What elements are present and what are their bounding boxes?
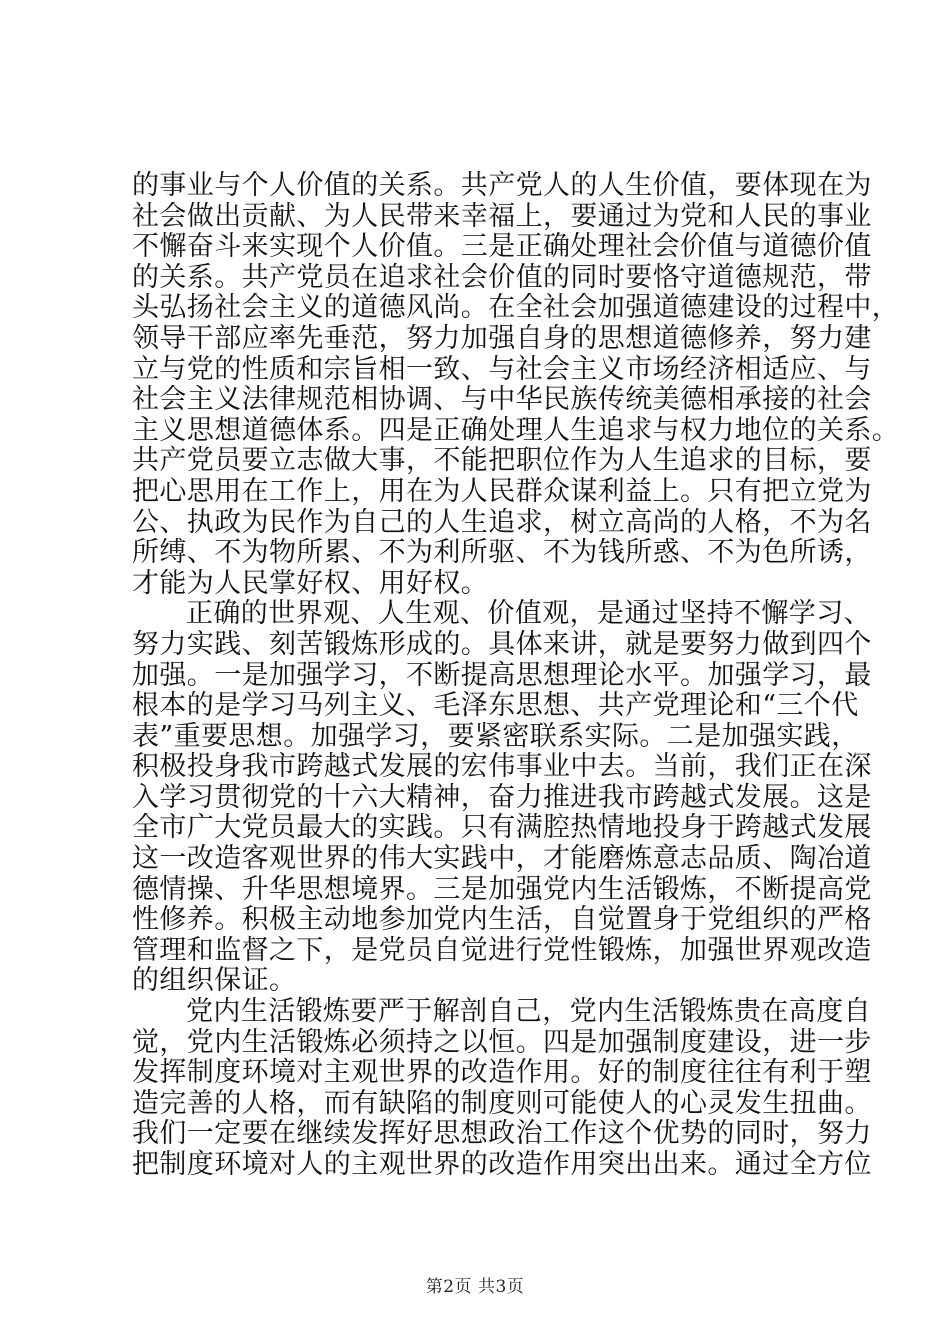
text-line: 觉，党内生活锻炼必须持之以恒。四是加强制度建设，进一步 (132, 1026, 872, 1058)
text-line: 把心思用在工作上，用在为人民群众谋利益上。只有把立党为 (132, 475, 872, 507)
text-line: 根本的是学习马列主义、毛泽东思想、共产党理论和“三个代 (132, 690, 859, 722)
body-text (132, 170, 900, 1181)
text-line: 共产党员要立志做大事，不能把职位作为人生追求的目标，要 (132, 445, 872, 477)
text-line: 社会主义法律规范相协调、与中华民族传统美德相承接的社会 (132, 384, 872, 416)
text-line: 所缚、不为物所累、不为利所驱、不为钱所惑、不为色所诱， (132, 537, 872, 569)
text-line: 管理和监督之下，是党员自觉进行党性锻炼，加强世界观改造 (132, 934, 872, 966)
text-line: 发挥制度环境对主观世界的改造作用。好的制度往往有利于塑 (132, 1057, 872, 1089)
text-line: 主义思想道德体系。四是正确处理人生追求与权力地位的关系。 (132, 414, 900, 446)
text-line: 入学习贯彻党的十六大精神，奋力推进我市跨越式发展。这是 (132, 781, 872, 813)
paragraph-start-line: 党内生活锻炼要严于解剖自己，党内生活锻炼贵在高度自 (186, 996, 871, 1028)
text-line: 性修养。积极主动地参加党内生活，自觉置身于党组织的严格 (132, 904, 872, 936)
text-line: 德情操、升华思想境界。三是加强党内生活锻炼，不断提高党 (132, 873, 872, 905)
text-line: 积极投身我市跨越式发展的宏伟事业中去。当前，我们正在深 (132, 751, 872, 783)
text-line: 这一改造客观世界的伟大实践中，才能磨炼意志品质、陶冶道 (132, 843, 872, 875)
text-line: 社会做出贡献、为人民带来幸福上，要通过为党和人民的事业 (132, 200, 872, 232)
text-line: 的组织保证。 (132, 965, 297, 997)
text-line: 不懈奋斗来实现个人价值。三是正确处理社会价值与道德价值 (132, 231, 872, 263)
text-line: 表”重要思想。加强学习，要紧密联系实际。二是加强实践， (132, 720, 859, 752)
text-line: 我们一定要在继续发挥好思想政治工作这个优势的同时，努力 (132, 1118, 872, 1150)
text-line: 努力实践、刻苦锻炼形成的。具体来讲，就是要努力做到四个 (132, 628, 872, 660)
text-line: 头弘扬社会主义的道德风尚。在全社会加强道德建设的过程中， (132, 292, 900, 324)
text-line: 造完善的人格，而有缺陷的制度则可能使人的心灵发生扭曲。 (132, 1087, 872, 1119)
text-line: 公、执政为民作为自己的人生追求，树立高尚的人格，不为名 (132, 506, 872, 538)
page-number-footer: 第2页 共3页 (425, 1277, 525, 1297)
text-line: 的关系。共产党员在追求社会价值的同时要恪守道德规范，带 (132, 261, 872, 293)
text-line: 加强。一是加强学习，不断提高思想理论水平。加强学习，最 (132, 659, 872, 691)
text-line: 领导干部应率先垂范，努力加强自身的思想道德修养，努力建 (132, 322, 872, 354)
text-line: 才能为人民掌好权、用好权。 (132, 567, 489, 599)
text-line: 把制度环境对人的主观世界的改造作用突出出来。通过全方位 (132, 1149, 872, 1180)
text-line: 全市广大党员最大的实践。只有满腔热情地投身于跨越式发展 (132, 812, 872, 844)
paragraph-start-line: 正确的世界观、人生观、价值观，是通过坚持不懈学习、 (186, 598, 871, 630)
text-line: 立与党的性质和宗旨相一致、与社会主义市场经济相适应、与 (132, 353, 872, 385)
text-line: 的事业与个人价值的关系。共产党人的人生价值，要体现在为 (132, 170, 872, 201)
